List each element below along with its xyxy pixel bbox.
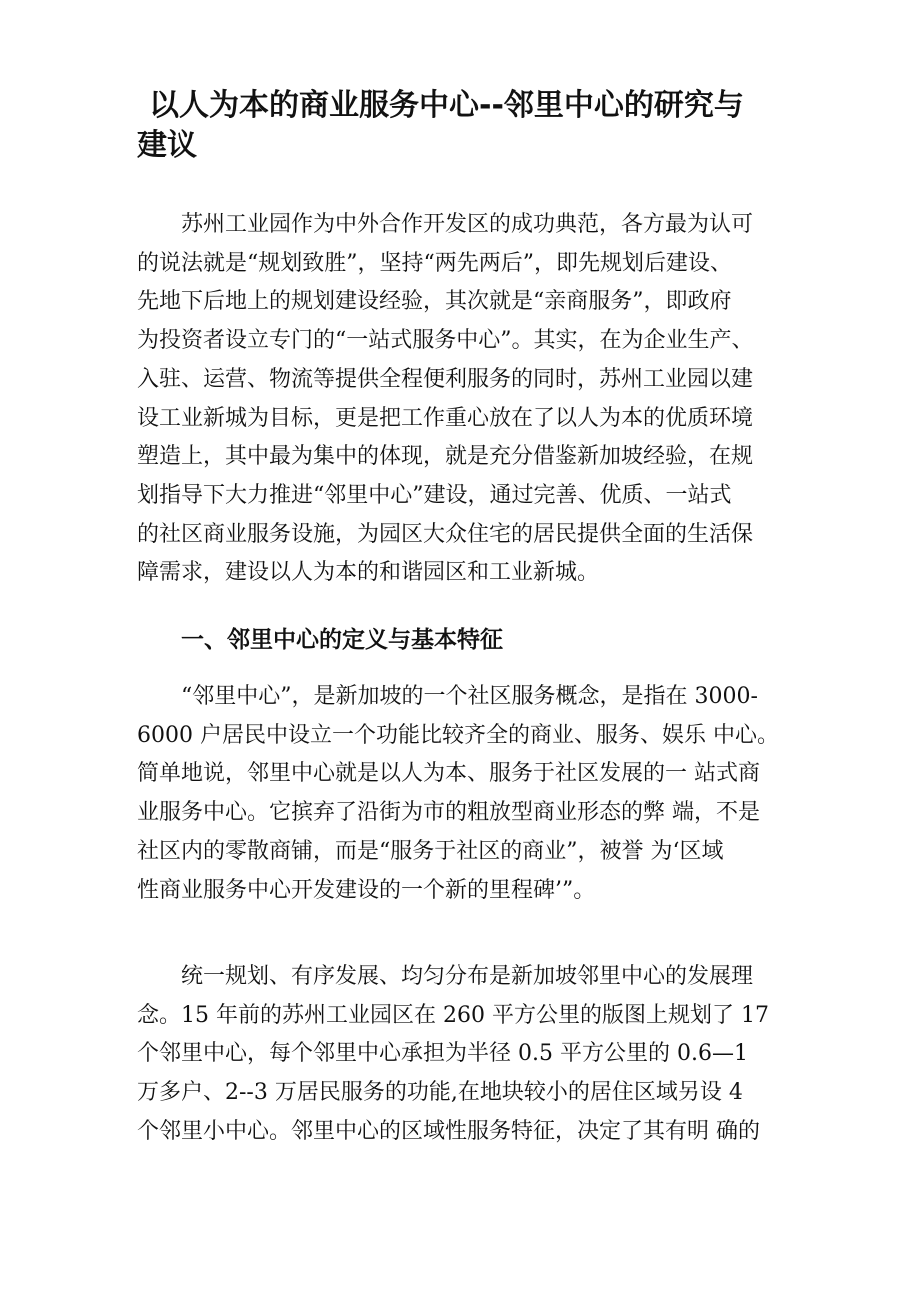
text-line: 设工业新城为目标，更是把工作重心放在了以人为本的优质环境	[137, 405, 754, 431]
section-heading: 一、邻里中心的定义与基本特征	[181, 627, 503, 653]
text-line: 入驻、运营、物流等提供全程便利服务的同时，苏州工业园以建	[137, 366, 754, 392]
text-line: 划指导下大力推进“邻里中心”建设，通过完善、优质、一站式	[137, 482, 732, 508]
text-line: 个邻里小中心。邻里中心的区域性服务特征，决定了其有明 确的	[137, 1118, 760, 1144]
text-line: 苏州工业园作为中外合作开发区的成功典范，各方最为认可	[181, 212, 754, 237]
planning-paragraph	[137, 958, 797, 1152]
text-line: 障需求，建设以人为本的和谐园区和工业新城。	[137, 560, 600, 586]
text-line: 念。15 年前的苏州工业园区在 260 平方公里的版图上规划了 17	[137, 1002, 769, 1028]
text-line: 业服务中心。它摈弃了沿街为市的粗放型商业形态的弊 端，不是	[137, 800, 760, 826]
text-line: 个邻里中心，每个邻里中心承担为半径 0.5 平方公里的 0.6—1	[137, 1041, 748, 1067]
text-line: 社区内的零散商铺，而是“服务于社区的商业”，被誉 为‘区域	[137, 838, 724, 864]
title-line: 建议	[137, 128, 197, 163]
text-line: 的说法就是“规划致胜”，坚持“两先两后”，即先规划后建设、	[137, 250, 732, 276]
text-line: 的社区商业服务设施，为园区大众住宅的居民提供全面的生活保	[137, 521, 754, 547]
text-line: 为投资者设立专门的“一站式服务中心”。其实，在为企业生产、	[137, 328, 754, 354]
text-line: “邻里中心”，是新加坡的一个社区服务概念，是指在 3000-	[181, 684, 758, 709]
definition-paragraph	[137, 678, 797, 910]
text-line: 统一规划、有序发展、均匀分布是新加坡邻里中心的发展理	[181, 964, 754, 989]
text-line: 塑造上，其中最为集中的体现，就是充分借鉴新加坡经验，在规	[137, 444, 754, 470]
intro-paragraph	[137, 206, 797, 593]
text-line: 简单地说，邻里中心就是以人为本、服务于社区发展的一 站式商	[137, 761, 760, 787]
text-line: 先地下后地上的规划建设经验，其次就是“亲商服务”，即政府	[137, 289, 732, 315]
text-line: 性商业服务中心开发建设的一个新的里程碑’”。	[137, 877, 596, 903]
text-line: 6000 户居民中设立一个功能比较齐全的商业、服务、娱乐 中心。	[137, 722, 779, 748]
text-line: 万多户、2--3 万居民服务的功能,在地块较小的居住区域另设 4	[137, 1080, 743, 1106]
title-line: 以人为本的商业服务中心--邻里中心的研究与	[149, 88, 744, 123]
document-title	[137, 86, 797, 166]
